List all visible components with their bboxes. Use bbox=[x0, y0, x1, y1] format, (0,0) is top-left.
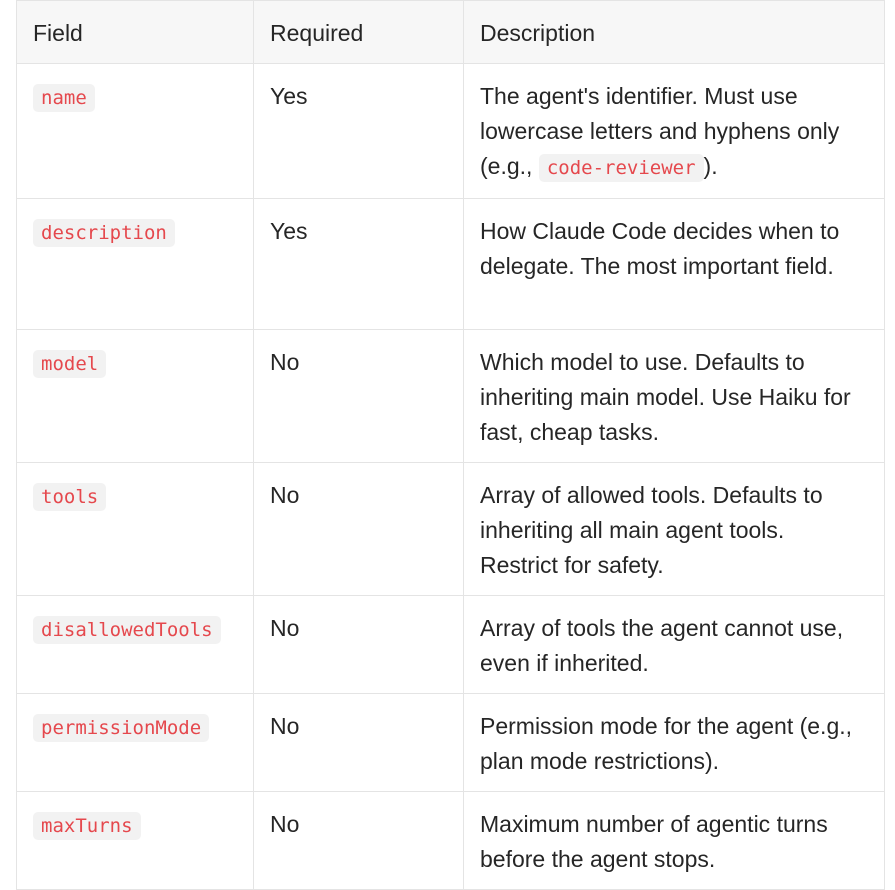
example-code: code-reviewer bbox=[539, 154, 704, 182]
table-row bbox=[17, 463, 885, 596]
table-row bbox=[17, 694, 885, 792]
field-name-code: model bbox=[33, 350, 106, 378]
field-name-code: maxTurns bbox=[33, 812, 141, 840]
description-cell: Maximum number of agentic turns before the agent stops. bbox=[464, 792, 885, 890]
field-name-code: disallowedTools bbox=[33, 616, 221, 644]
field-cell bbox=[17, 596, 254, 694]
header-required: Required bbox=[254, 1, 464, 64]
field-cell bbox=[17, 463, 254, 596]
field-name-code: name bbox=[33, 84, 95, 112]
header-description: Description bbox=[464, 1, 885, 64]
description-cell: Array of allowed tools. Defaults to inheriting all main agent tools. Restrict for safety. bbox=[464, 463, 885, 596]
table-row bbox=[17, 64, 885, 199]
table-header bbox=[17, 1, 885, 64]
field-cell bbox=[17, 792, 254, 890]
field-name-code: tools bbox=[33, 483, 106, 511]
required-cell: No bbox=[254, 330, 464, 463]
description-text: The agent's identifier. Must use lowercase letters and hyphens only (e.g., bbox=[480, 83, 840, 179]
table-row bbox=[17, 199, 885, 330]
table-row bbox=[17, 596, 885, 694]
field-cell bbox=[17, 330, 254, 463]
description-cell: Which model to use. Defaults to inheriting main model. Use Haiku for fast, cheap tasks. bbox=[464, 330, 885, 463]
field-cell bbox=[17, 199, 254, 330]
required-cell: No bbox=[254, 463, 464, 596]
table-row bbox=[17, 792, 885, 890]
field-cell bbox=[17, 694, 254, 792]
table-row bbox=[17, 330, 885, 463]
field-name-code: description bbox=[33, 219, 175, 247]
required-cell: No bbox=[254, 596, 464, 694]
description-cell: Permission mode for the agent (e.g., plan mode restrictions). bbox=[464, 694, 885, 792]
required-cell: Yes bbox=[254, 199, 464, 330]
description-cell: Array of tools the agent cannot use, even if inherited. bbox=[464, 596, 885, 694]
field-cell bbox=[17, 64, 254, 199]
fields-table bbox=[16, 0, 885, 890]
field-name-code: permissionMode bbox=[33, 714, 209, 742]
table-body bbox=[17, 64, 885, 890]
description-cell bbox=[464, 64, 885, 199]
description-text-end: ). bbox=[703, 153, 718, 179]
required-cell: Yes bbox=[254, 64, 464, 199]
header-field: Field bbox=[17, 1, 254, 64]
header-row bbox=[17, 1, 885, 64]
required-cell: No bbox=[254, 792, 464, 890]
description-cell: How Claude Code decides when to delegate. The most important field. bbox=[464, 199, 885, 330]
required-cell: No bbox=[254, 694, 464, 792]
